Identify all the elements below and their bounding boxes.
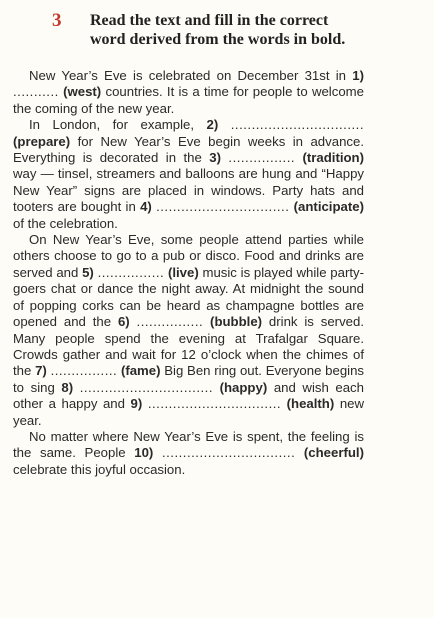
answer-blank: ................................ <box>79 379 213 395</box>
answer-blank: ................................ <box>161 445 296 461</box>
bold-stem-word: (health) <box>286 396 335 412</box>
answer-blank: ................ <box>97 264 165 280</box>
answer-blank: ................ <box>50 363 118 379</box>
item-number: 6) <box>117 314 130 330</box>
answer-blank: ........... <box>13 84 59 100</box>
item-number: 7) <box>35 363 47 379</box>
paragraph-text: new year. <box>13 396 365 428</box>
exercise-number: 3 <box>52 10 62 31</box>
answer-blank: ................ <box>228 150 296 166</box>
paragraph <box>13 68 364 117</box>
bold-stem-word: (happy) <box>219 379 268 395</box>
paragraph-text: celebrate this joyful occasion. <box>13 461 186 477</box>
exercise-text <box>13 68 364 478</box>
exercise-instruction <box>90 11 345 49</box>
paragraph-text: and wish each other a happy and <box>13 379 364 412</box>
item-number: 1) <box>352 68 364 83</box>
item-number: 9) <box>130 396 143 412</box>
paragraph-text: drink is served. Many people spend the evening at Trafalgar Square. Crowds gather and wait for 12 o’clock when the chimes of the <box>13 314 364 379</box>
paragraph-text: In London, for example, <box>29 117 207 133</box>
item-number: 2) <box>206 117 219 133</box>
answer-blank: ................ <box>136 314 204 330</box>
item-number: 8) <box>61 379 74 395</box>
paragraph-text: On New Year’s Eve, some people attend parties while others choose to go to a pub or disco. Food and drinks are served and <box>13 232 364 280</box>
paragraph <box>13 429 364 478</box>
bold-stem-word: (fame) <box>120 363 161 379</box>
paragraph <box>13 232 364 429</box>
instruction-line: Read the text and fill in the correct <box>90 12 329 29</box>
bold-stem-word: (bubble) <box>210 314 263 330</box>
answer-blank: ................................ <box>156 199 290 215</box>
paragraph-text <box>130 314 137 329</box>
answer-blank: ................................ <box>230 117 364 133</box>
answer-blank: ................................ <box>147 396 282 412</box>
paragraph-text <box>218 117 231 132</box>
paragraph-text: music is played while party-goers chat or dance the night away. At midnight the sound of popping corks can be heard as champagne bottles are opened and the <box>13 264 365 330</box>
paragraph <box>13 117 364 232</box>
paragraph-text: Big Ben ring out. Everyone begins to sing <box>13 363 365 395</box>
paragraph-text: of the celebration. <box>13 215 118 231</box>
paragraph-text: for New Year’s Eve begin weeks in advance. Everything is decorated in the <box>13 133 364 166</box>
item-number: 3) <box>209 150 221 166</box>
paragraph-text: No matter where New Year’s Eve is spent, the feeling is the same. People <box>13 428 364 461</box>
paragraph-text: way — tinsel, streamers and balloons are hung and “Happy New Year” signs are placed in windows. Party hats and tooters are bought in <box>13 166 364 215</box>
instruction-line: word derived from the words in bold. <box>90 31 346 48</box>
item-number: 10) <box>134 445 154 461</box>
bold-stem-word: (anticipate) <box>293 199 364 215</box>
paragraph-text <box>213 380 220 395</box>
exercise-header <box>52 11 422 49</box>
paragraph-text <box>153 445 162 460</box>
item-number: 5) <box>82 264 94 280</box>
bold-stem-word: (tradition) <box>302 150 364 166</box>
paragraph-text <box>73 380 80 395</box>
bold-stem-word: (cheerful) <box>303 445 364 461</box>
paragraph-text: New Year’s Eve is celebrated on December 31st in <box>29 68 353 83</box>
paragraph-text: countries. It is a time for people to welcome the coming of the new year. <box>13 84 364 116</box>
bold-stem-word: (prepare) <box>13 133 71 149</box>
item-number: 4) <box>140 199 152 215</box>
bold-stem-word: (live) <box>167 264 199 280</box>
bold-stem-word: (west) <box>63 84 102 100</box>
paragraph-text <box>295 445 304 460</box>
